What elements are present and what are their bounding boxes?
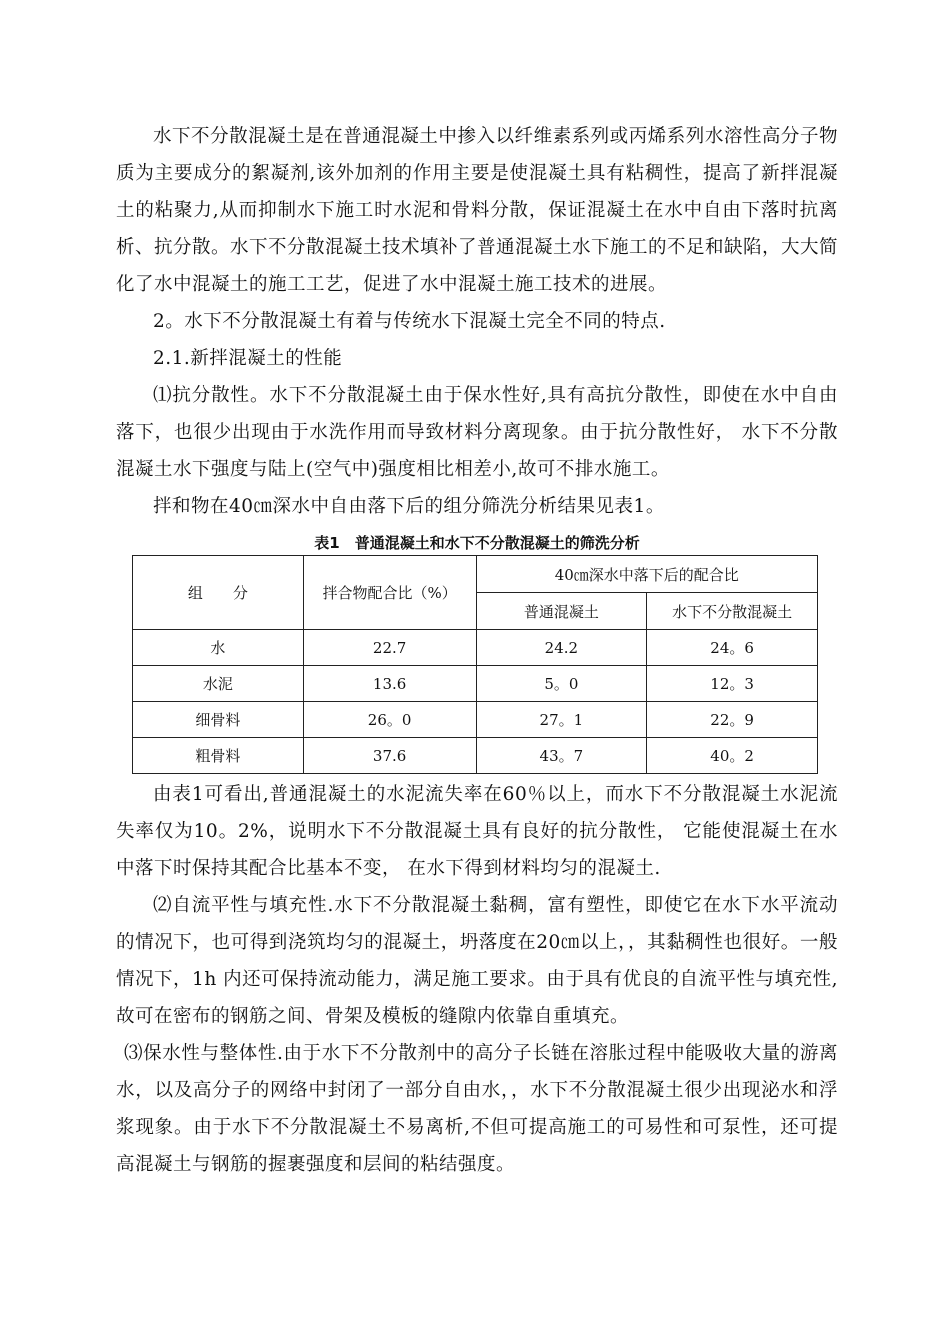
cell-component: 细骨料 xyxy=(133,702,304,738)
header-component: 组 分 xyxy=(133,556,304,630)
cell-nondispersible: 22。9 xyxy=(647,702,818,738)
section-heading-2: 2。水下不分散混凝土有着与传统水下混凝土完全不同的特点. xyxy=(153,311,666,332)
subsection-heading-2-1: 2.1.新拌混凝土的性能 xyxy=(153,348,343,369)
screening-analysis-table xyxy=(132,555,818,774)
cell-mix: 22.7 xyxy=(303,630,476,666)
cell-nondispersible: 24。6 xyxy=(647,630,818,666)
cell-normal: 5。0 xyxy=(476,666,647,702)
paragraph-self-leveling: ⑵自流平性与填充性.水下不分散混凝土黏稠，富有塑性，即使它在水下水平流动的情况下，也可得到浇筑均匀的混凝土，坍落度在20㎝以上，，其黏稠性也很好。一般情况下，1h 内还可保持流动能力，满足施工要求。由于具有优良的自流平性与填充性,故可在密布的钢筋之间、骨架及模板的缝隙内依靠自重填充。 xyxy=(116,895,838,1027)
cell-component: 水泥 xyxy=(133,666,304,702)
cell-mix: 13.6 xyxy=(303,666,476,702)
paragraph-anti-dispersion: ⑴抗分散性。水下不分散混凝土由于保水性好,具有高抗分散性，即使在水中自由落下，也很少出现由于水洗作用而导致材料分离现象。由于抗分散性好， 水下不分散混凝土水下强度与陆上(空气中)强度相比相差小,故可不排水施工。 xyxy=(116,385,838,480)
cell-component: 水 xyxy=(133,630,304,666)
header-after-drop: 40㎝深水中落下后的配合比 xyxy=(476,556,818,593)
paragraph-table-discussion: 由表1可看出,普通混凝土的水泥流失率在60％以上，而水下不分散混凝土水泥流失率仅为10。2%，说明水下不分散混凝土具有良好的抗分散性， 它能使混凝土在水中落下时保持其配合比基本不变， 在水下得到材料均匀的混凝土. xyxy=(116,784,838,879)
header-mix-ratio: 拌合物配合比（%） xyxy=(303,556,476,630)
paragraph-intro: 水下不分散混凝土是在普通混凝土中掺入以纤维素系列或丙烯系列水溶性高分子物质为主要成分的絮凝剂,该外加剂的作用主要是使混凝土具有粘稠性，提高了新拌混凝土的粘聚力,从而抑制水下施工时水泥和骨料分散，保证混凝土在水中自由下落时抗离析、抗分散。水下不分散混凝土技术填补了普通混凝土水下施工的不足和缺陷，大大简化了水中混凝土的施工工艺，促进了水中混凝土施工技术的进展。 xyxy=(116,126,839,295)
cell-nondispersible: 40。2 xyxy=(647,738,818,774)
paragraph-table-reference: 拌和物在40㎝深水中自由落下后的组分筛洗分析结果见表1。 xyxy=(153,496,665,517)
cell-mix: 37.6 xyxy=(303,738,476,774)
table-row xyxy=(133,630,818,666)
cell-nondispersible: 12。3 xyxy=(647,666,818,702)
cell-mix: 26。0 xyxy=(303,702,476,738)
paragraph-water-retention: ⑶保水性与整体性.由于水下不分散剂中的高分子长链在溶胀过程中能吸收大量的游离水，以及高分子的网络中封闭了一部分自由水，，水下不分散混凝土很少出现泌水和浮浆现象。由于水下不分散混凝土不易离析,不但可提高施工的可易性和可泵性，还可提高混凝土与钢筋的握裹强度和层间的粘结强度。 xyxy=(116,1043,838,1175)
table-row xyxy=(133,702,818,738)
cell-normal: 27。1 xyxy=(476,702,647,738)
header-nondispersible-concrete: 水下不分散混凝土 xyxy=(647,593,818,630)
table-row xyxy=(133,666,818,702)
table-caption: 表1 普通混凝土和水下不分散混凝土的筛洗分析 xyxy=(314,534,640,552)
cell-normal: 43。7 xyxy=(476,738,647,774)
table-row xyxy=(133,738,818,774)
header-normal-concrete: 普通混凝土 xyxy=(476,593,647,630)
cell-component: 粗骨料 xyxy=(133,738,304,774)
document-page xyxy=(116,118,838,1183)
cell-normal: 24.2 xyxy=(476,630,647,666)
